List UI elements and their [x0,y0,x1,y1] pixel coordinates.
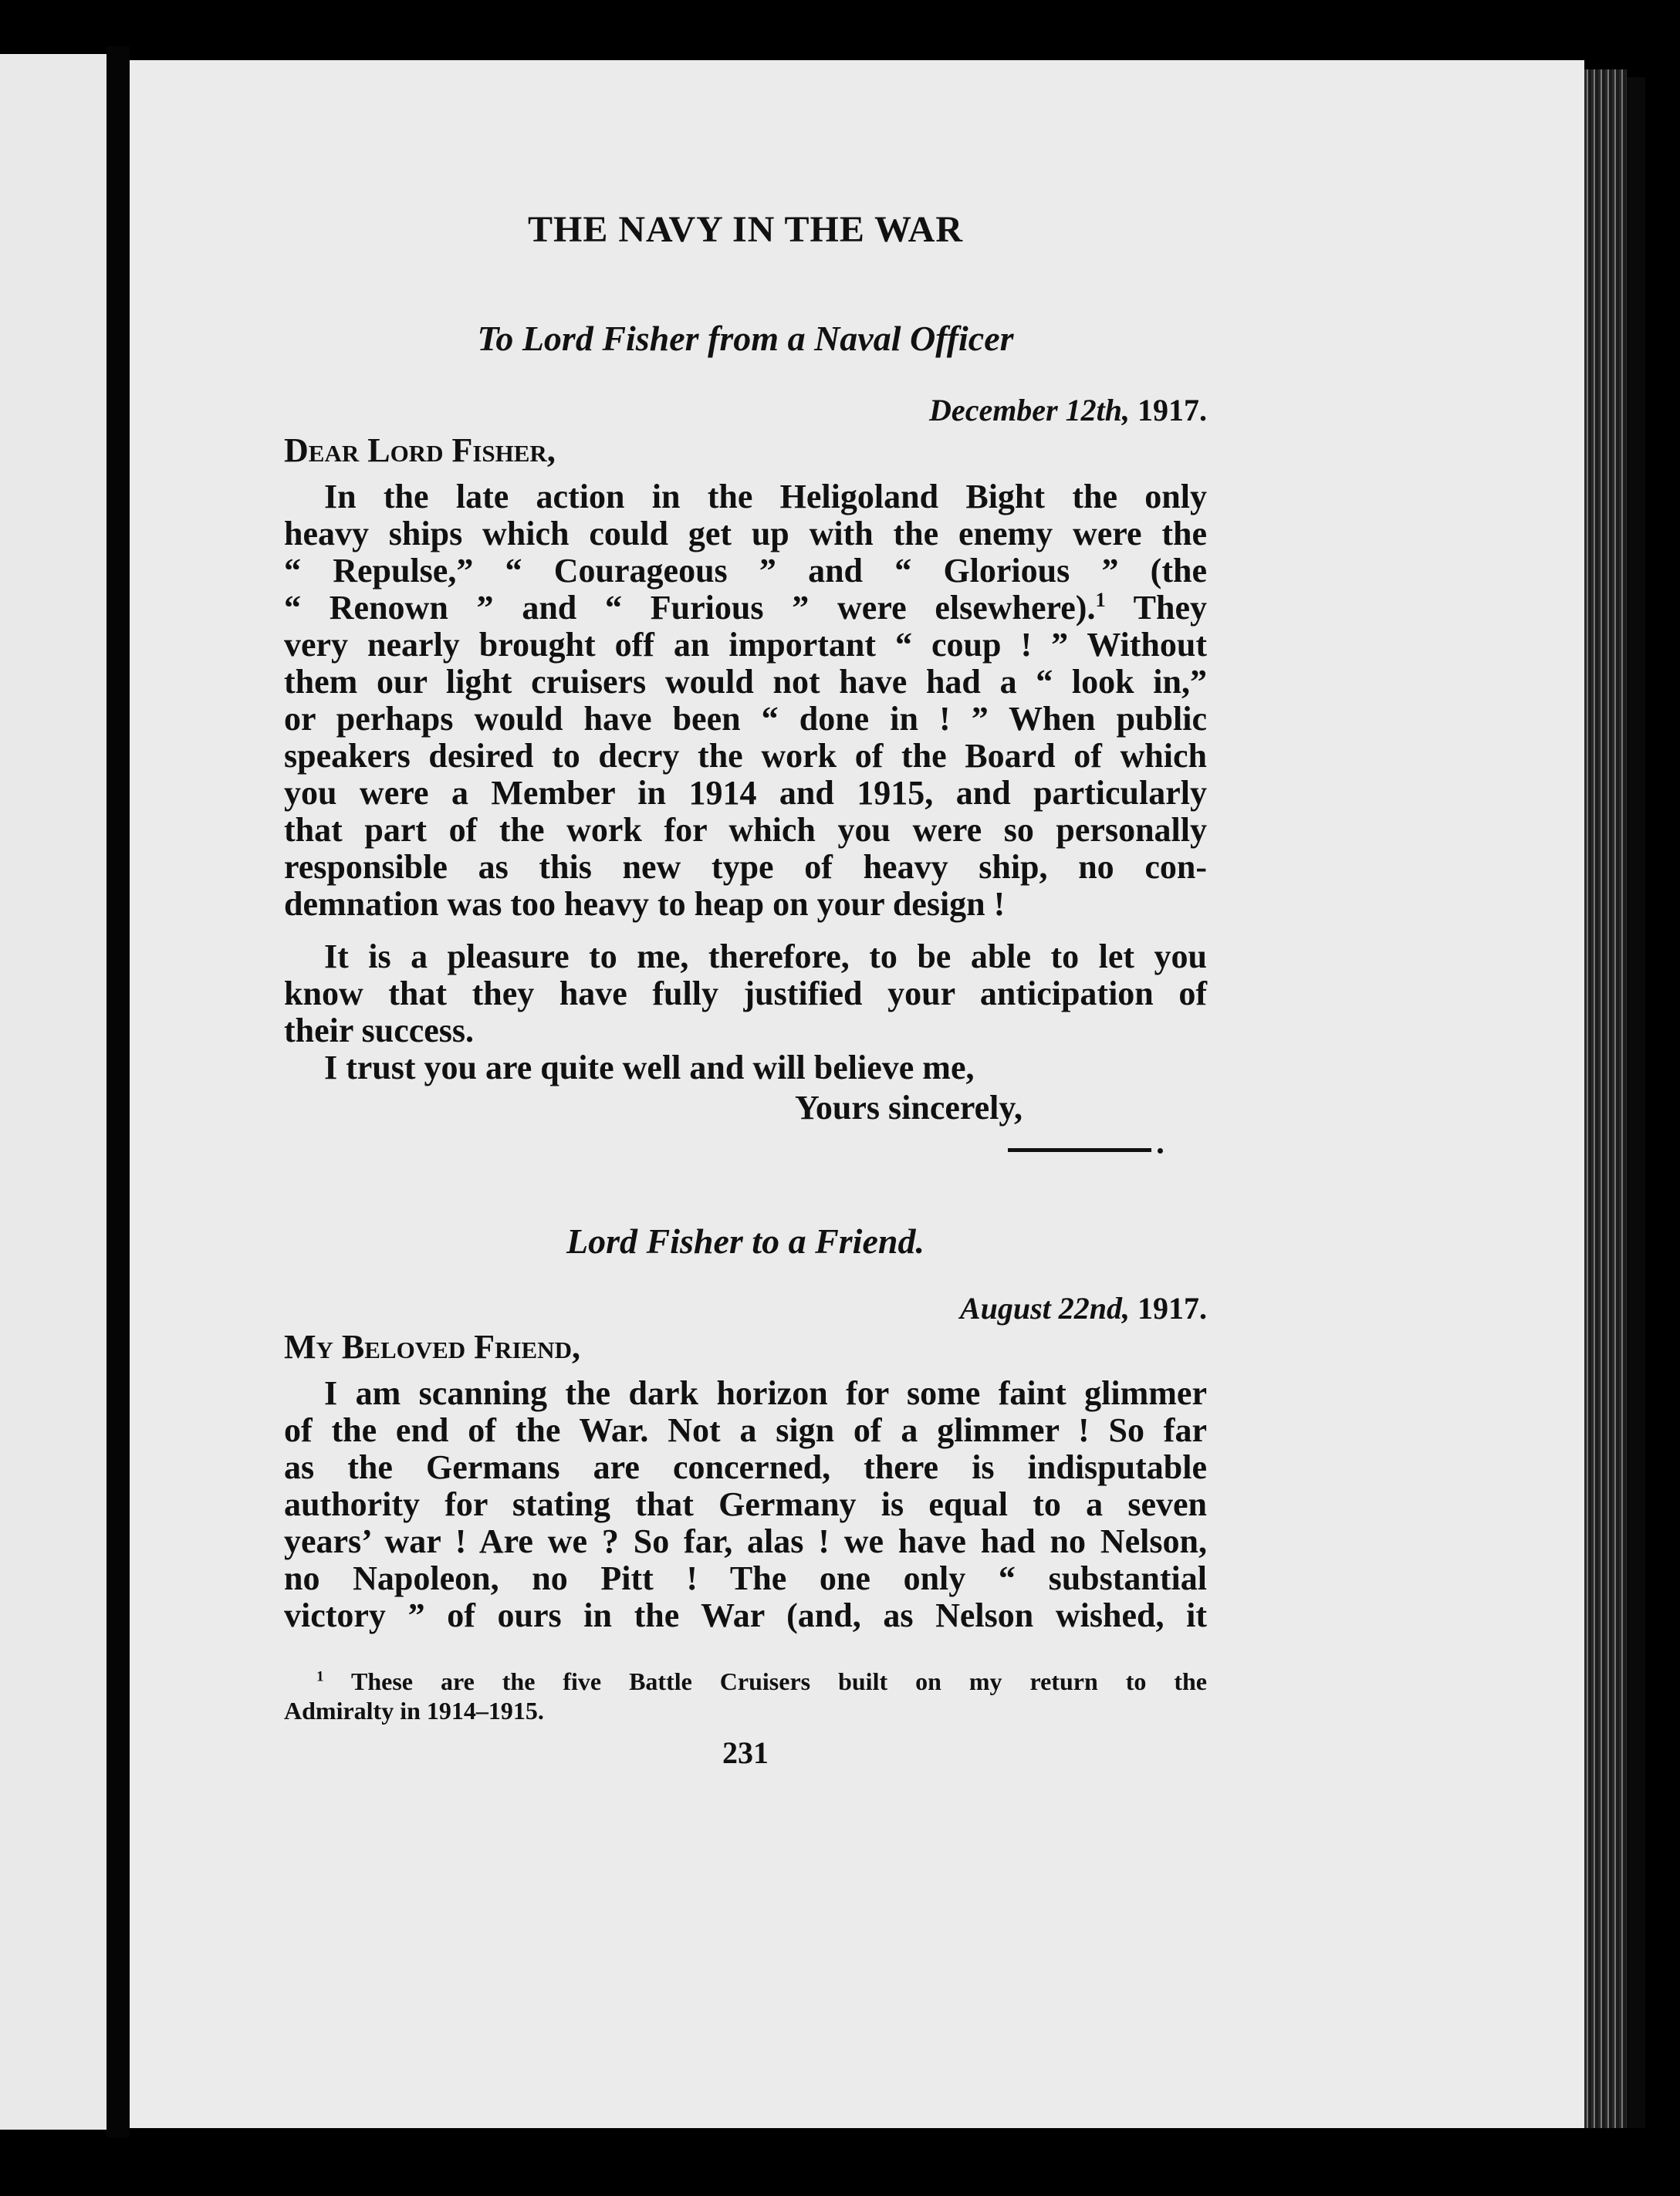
letter-1-line: It is a pleasure to me, therefore, to be able to let you [324,938,1207,975]
footnote-line [316,1667,1207,1696]
letter-2-line: I am scanning the dark horizon for some faint glimmer [324,1374,1207,1412]
letter-2-line: of the end of the War. Not a sign of a glimmer ! So far [284,1411,1207,1449]
letter-1-line: very nearly brought off an important “ coup ! ” Without [284,626,1207,664]
letter-1-line: their success. [284,1012,475,1049]
letter-1-line: responsible as this new type of heavy ship, no con- [284,848,1207,886]
letter-1-closing: Yours sincerely, [795,1089,1023,1127]
letter-1-line: know that they have fully justified your anticipation of [284,975,1207,1012]
letter-1-line: In the late action in the Heligoland Bight the only [324,478,1207,515]
letter-1-date-year: 1917. [1137,393,1207,427]
book-gutter [106,46,130,2137]
letter-1-date-day: December 12th, [929,393,1130,427]
letter-2-heading: Lord Fisher to a Friend. [566,1221,925,1261]
letter-2-line: years’ war ! Are we ? So far, alas ! we have had no Nelson, [284,1522,1207,1560]
letter-1-line: you were a Member in 1914 and 1915, and particularly [284,774,1207,812]
footnote-mark: 1 [316,1668,324,1685]
letter-1-date [929,392,1207,428]
letter-1-line: them our light cruisers would not have had a “ look in,” [284,663,1207,701]
letter-2-line: no Napoleon, no Pitt ! The one only “ substantial [284,1559,1207,1597]
footnote-text: These are the five Battle Cruisers built on my return to the [350,1667,1208,1695]
letter-1-line: that part of the work for which you were so personally [284,811,1207,849]
letter-2-date-day: August 22nd, [959,1291,1130,1326]
letter-2-line: authority for stating that Germany is equal to a seven [284,1485,1207,1523]
letter-1-line: “ Repulse,” “ Courageous ” and “ Glorious ” (the [284,552,1207,590]
running-head: THE NAVY IN THE WAR [527,209,964,250]
letter-1-line: speakers desired to decry the work of the Board of which [284,737,1207,775]
letter-1-line [284,590,1207,627]
signature-dot [1158,1148,1163,1154]
letter-2-line: as the Germans are concerned, there is indisputable [284,1448,1207,1486]
letter-1-heading: To Lord Fisher from a Naval Officer [477,319,1014,358]
letter-1-line: I trust you are quite well and will believe me, [324,1049,975,1086]
letter-2-salutation: My Beloved Friend, [284,1328,580,1366]
letter-1-salutation: Dear Lord Fisher, [284,431,556,469]
letter-1-line: or perhaps would have been “ done in ! ” When public [284,700,1207,738]
footnote-line: Admiralty in 1914–1915. [284,1697,544,1725]
page-stack-edge [1584,69,1627,2128]
letter-2-date [960,1290,1207,1326]
letter-2-date-year: 1917. [1137,1291,1207,1326]
letter-2-line: victory ” of ours in the War (and, as Nelson wished, it [284,1596,1207,1634]
book-cover-edge [1627,77,1645,2128]
signature-rule [1008,1148,1151,1152]
footnote-reference: 1 [1095,588,1106,612]
letter-1-line: demnation was too heavy to heap on your design ! [284,885,1006,923]
letter-1-line-text: “ Renown ” and “ Furious ” were elsewhere). [284,589,1096,627]
letter-1-line: heavy ships which could get up with the enemy were the [284,515,1207,552]
letter-1-line-tail: They [1105,589,1207,627]
page-number: 231 [722,1735,769,1770]
facing-page-edge [0,54,106,2130]
